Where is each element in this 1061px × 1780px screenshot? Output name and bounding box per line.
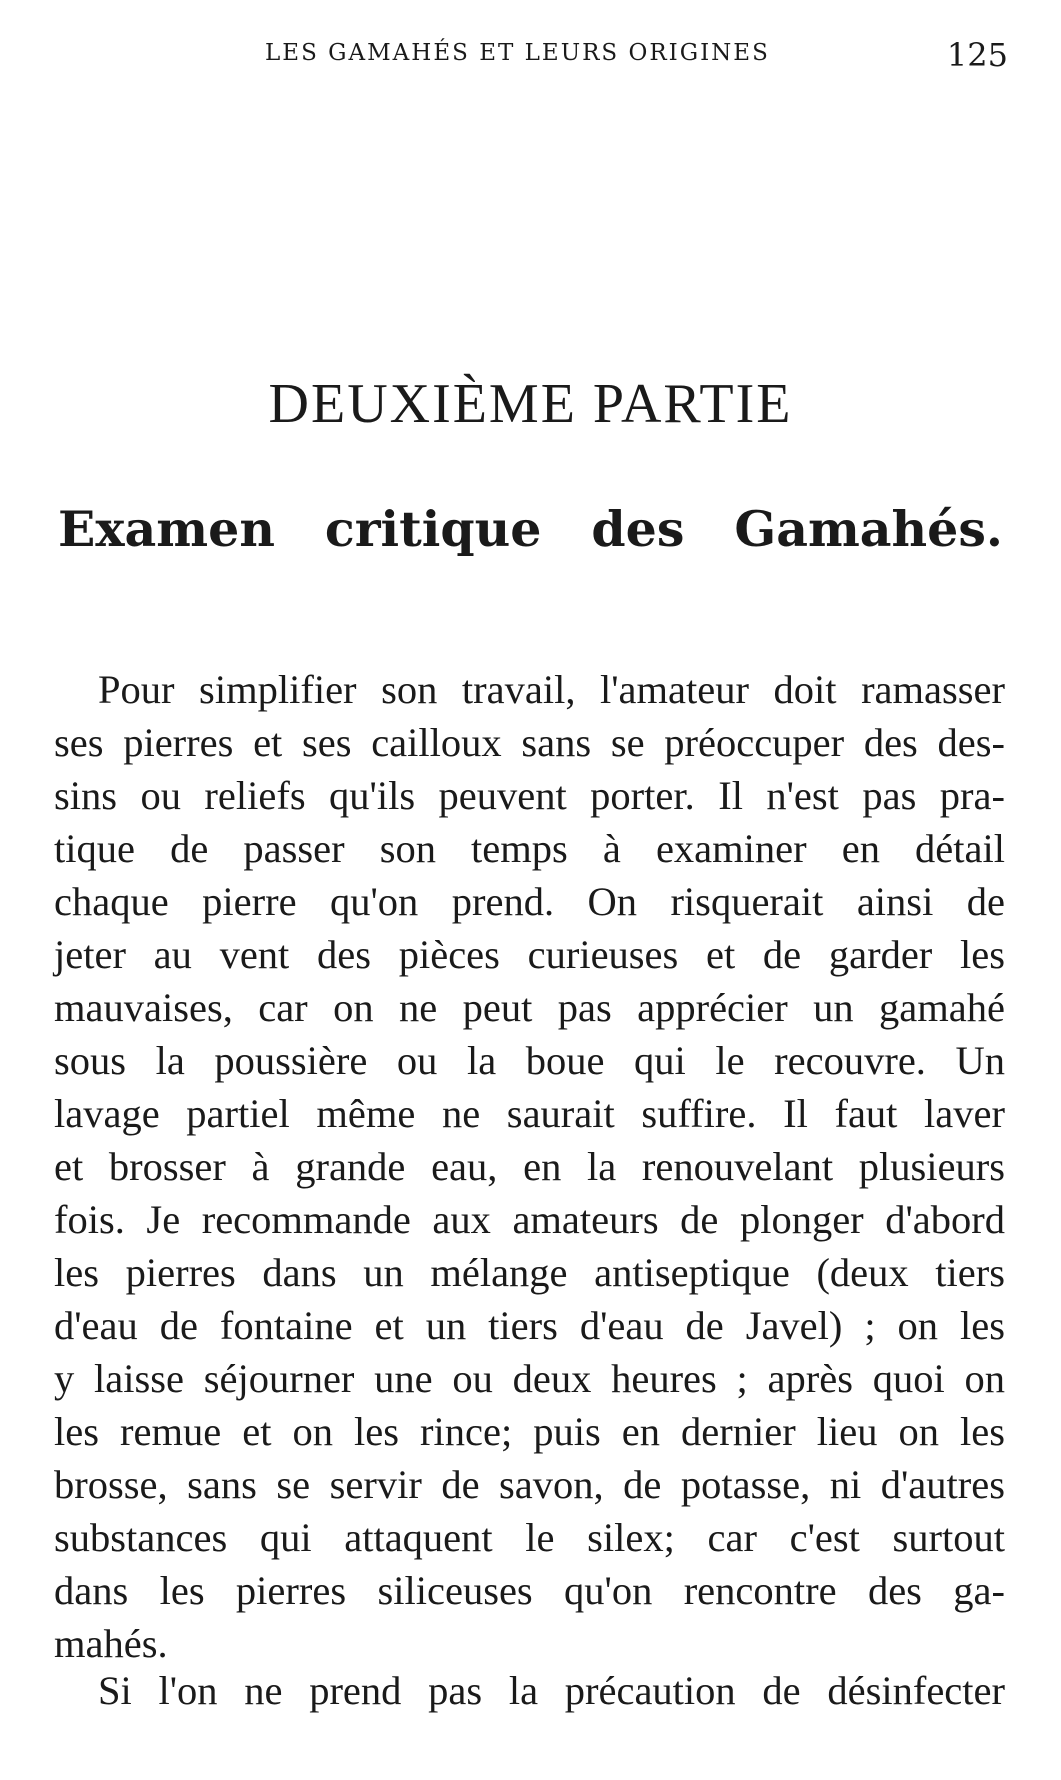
text-line: brosse, sans se servir de savon, de potasse, ni d'autres bbox=[54, 1462, 1005, 1507]
text-line: y laisse séjourner une ou deux heures ; après quoi on bbox=[54, 1356, 1005, 1401]
text-line: sous la poussière ou la boue qui le recouvre. Un bbox=[54, 1038, 1005, 1083]
text-line: fois. Je recommande aux amateurs de plonger d'abord bbox=[54, 1197, 1005, 1242]
text-line: dans les pierres siliceuses qu'on rencontre des ga- bbox=[54, 1568, 1005, 1613]
text-line: lavage partiel même ne saurait suffire. Il faut laver bbox=[54, 1091, 1005, 1136]
section-title bbox=[58, 500, 1003, 558]
paragraph-2 bbox=[54, 1664, 1005, 1717]
text-line: Pour simplifier son travail, l'amateur doit ramasser bbox=[98, 667, 1005, 712]
text-line: mauvaises, car on ne peut pas apprécier un gamahé bbox=[54, 985, 1005, 1030]
section-title-word: Gamahés. bbox=[734, 500, 1003, 558]
text-line: les remue et on les rince; puis en dernier lieu on les bbox=[54, 1409, 1005, 1454]
text-line: ses pierres et ses cailloux sans se préoccuper des des- bbox=[54, 720, 1005, 765]
paragraph-1 bbox=[54, 663, 1005, 1670]
section-title-word: critique bbox=[324, 500, 542, 558]
text-line: les pierres dans un mélange antiseptique (deux tiers bbox=[54, 1250, 1005, 1295]
section-title-word: Examen bbox=[58, 500, 275, 558]
part-heading: DEUXIÈME PARTIE bbox=[268, 373, 793, 435]
text-line: Si l'on ne prend pas la précaution de désinfecter bbox=[98, 1668, 1005, 1713]
text-line: substances qui attaquent le silex; car c'est surtout bbox=[54, 1515, 1005, 1560]
text-line: mahés. bbox=[54, 1621, 168, 1666]
text-line: tique de passer son temps à examiner en détail bbox=[54, 826, 1005, 871]
running-head bbox=[0, 36, 1061, 76]
section-title-word: des bbox=[591, 500, 685, 558]
text-line: chaque pierre qu'on prend. On risquerait ainsi de bbox=[54, 879, 1005, 924]
running-head-title: LES GAMAHÉS ET LEURS ORIGINES bbox=[265, 40, 770, 66]
text-line: sins ou reliefs qu'ils peuvent porter. Il n'est pas pra- bbox=[54, 773, 1005, 818]
text-line: d'eau de fontaine et un tiers d'eau de Javel) ; on les bbox=[54, 1303, 1005, 1348]
text-line: et brosser à grande eau, en la renouvelant plusieurs bbox=[54, 1144, 1005, 1189]
page-number: 125 bbox=[946, 36, 1008, 74]
text-line: jeter au vent des pièces curieuses et de garder les bbox=[54, 932, 1005, 977]
